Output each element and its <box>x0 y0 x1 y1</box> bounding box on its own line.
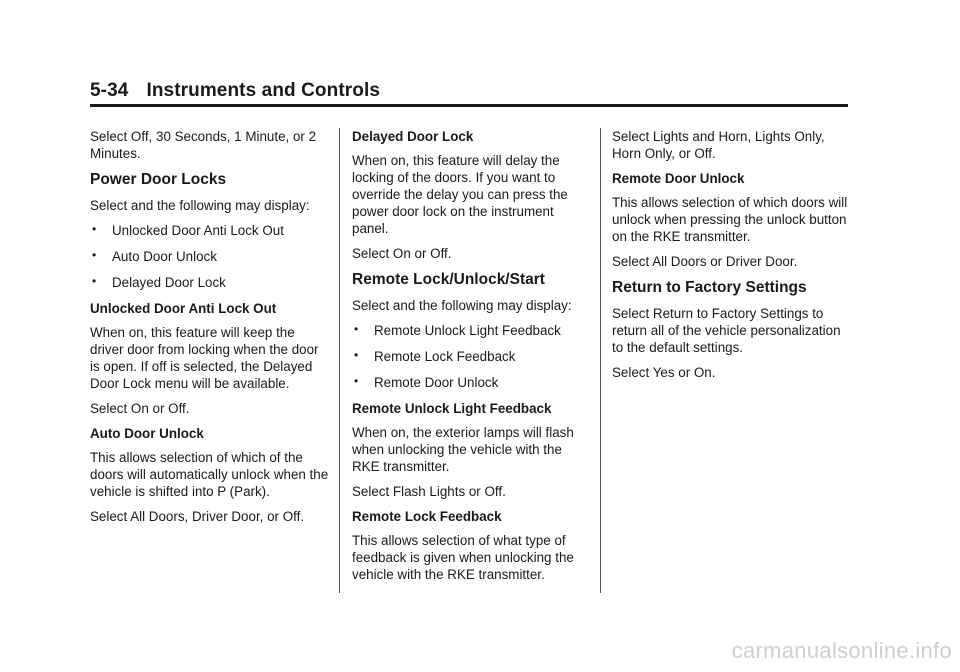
list-item <box>352 322 592 339</box>
list-item <box>90 222 330 239</box>
paragraph: Select Flash Lights or Off. <box>352 484 506 499</box>
column-2 <box>352 128 592 591</box>
paragraph: Select On or Off. <box>90 401 190 416</box>
bullet-icon: • <box>354 322 359 336</box>
heading-power-door-locks: Power Door Locks <box>90 171 227 188</box>
subheading: Delayed Door Lock <box>352 129 474 144</box>
paragraph: When on, this feature will delay the locking of the doors. If you want to override the delay you can press the power door lock on the instrument panel. <box>352 153 568 236</box>
bullet-icon: • <box>354 374 359 388</box>
bullet-icon: • <box>92 274 97 288</box>
list-item-text: Unlocked Door Anti Lock Out <box>112 223 284 238</box>
list-item <box>90 274 330 291</box>
header-rule <box>90 104 848 107</box>
bullet-list <box>352 322 592 391</box>
paragraph: When on, this feature will keep the driver door from locking when the door is open. If off is selected, the Delayed Door Lock menu will be available. <box>90 325 319 391</box>
paragraph: Select Yes or On. <box>612 365 716 380</box>
paragraph: This allows selection of which of the doors will automatically unlock when the vehicle is shifted into P (Park). <box>90 450 329 499</box>
subheading: Remote Lock Feedback <box>352 509 502 524</box>
list-item <box>352 374 592 391</box>
list-item-text: Remote Door Unlock <box>374 375 499 390</box>
subheading: Unlocked Door Anti Lock Out <box>90 301 277 316</box>
watermark: carmanualsonline.info <box>731 638 952 663</box>
list-item-text: Auto Door Unlock <box>112 249 217 264</box>
subheading: Remote Unlock Light Feedback <box>352 401 552 416</box>
bullet-list <box>90 222 330 291</box>
page-header <box>90 80 380 102</box>
paragraph: When on, the exterior lamps will flash when unlocking the vehicle with the RKE transmitter. <box>352 425 574 474</box>
bullet-icon: • <box>92 248 97 262</box>
bullet-icon: • <box>354 348 359 362</box>
paragraph: Select All Doors or Driver Door. <box>612 254 798 269</box>
heading-return-factory: Return to Factory Settings <box>612 279 807 296</box>
paragraph: Select On or Off. <box>352 246 452 261</box>
subheading: Auto Door Unlock <box>90 426 204 441</box>
paragraph: Select Return to Factory Settings to return all of the vehicle personalization to the default settings. <box>612 306 841 355</box>
paragraph: This allows selection of what type of feedback is given when unlocking the vehicle with the RKE transmitter. <box>352 533 574 582</box>
paragraph: Select and the following may display: <box>352 298 572 313</box>
list-item-text: Remote Unlock Light Feedback <box>374 323 561 338</box>
paragraph: Select Off, 30 Seconds, 1 Minute, or 2 Minutes. <box>90 129 317 161</box>
section-title: Instruments and Controls <box>146 80 381 101</box>
paragraph: This allows selection of which doors will unlock when pressing the unlock button on the RKE transmitter. <box>612 195 848 244</box>
heading-remote-lock: Remote Lock/Unlock/Start <box>352 271 545 288</box>
column-divider-2 <box>600 128 601 593</box>
list-item-text: Remote Lock Feedback <box>374 349 516 364</box>
column-divider-1 <box>339 128 340 593</box>
subheading: Remote Door Unlock <box>612 171 745 186</box>
column-1 <box>90 128 330 533</box>
paragraph: Select and the following may display: <box>90 198 310 213</box>
list-item <box>352 348 592 365</box>
column-3 <box>612 128 852 389</box>
paragraph: Select All Doors, Driver Door, or Off. <box>90 509 305 524</box>
page-number: 5-34 <box>90 80 129 101</box>
list-item <box>90 248 330 265</box>
paragraph: Select Lights and Horn, Lights Only, Horn Only, or Off. <box>612 129 825 161</box>
list-item-text: Delayed Door Lock <box>112 275 226 290</box>
bullet-icon: • <box>92 222 97 236</box>
